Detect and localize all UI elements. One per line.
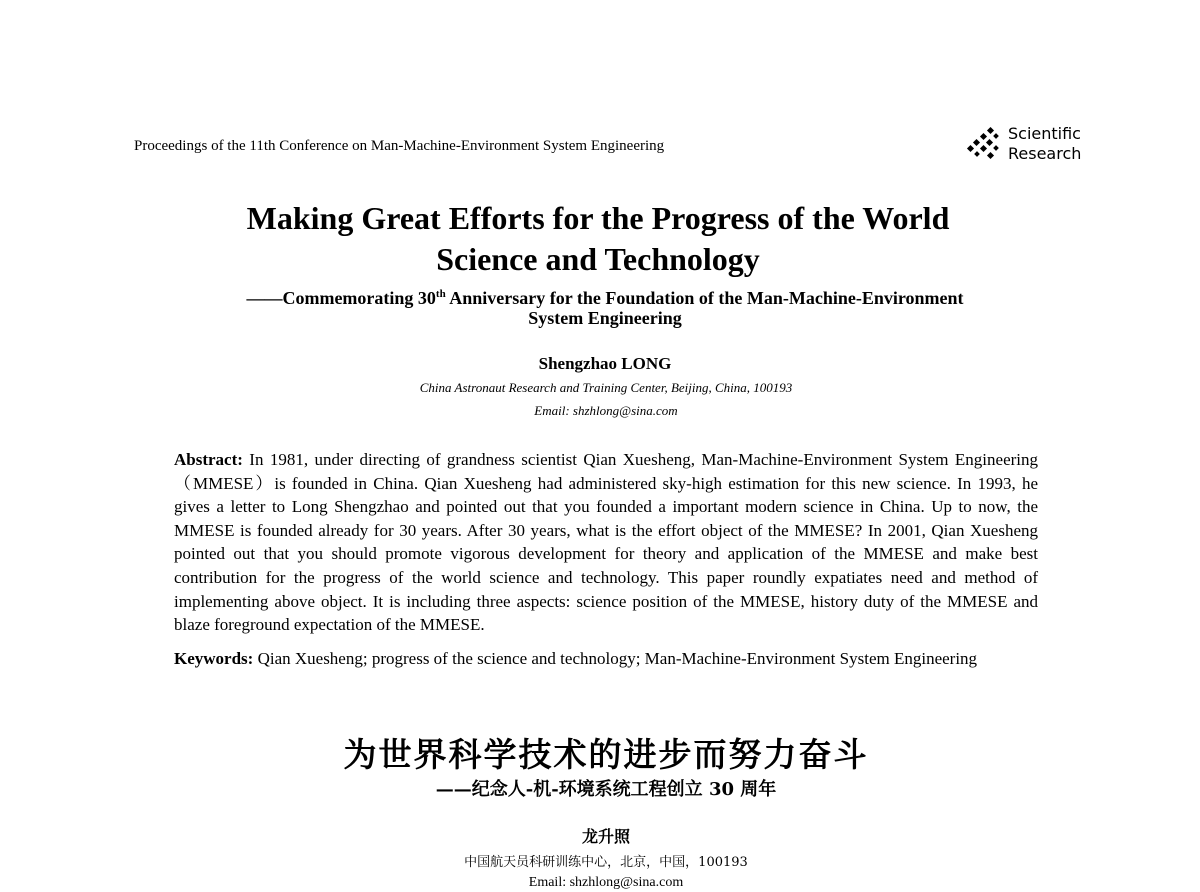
- abstract-label: Abstract:: [174, 450, 243, 469]
- keywords: [174, 647, 1038, 671]
- chinese-title: 为世界科学技术的进步而努力奋斗: [343, 735, 869, 774]
- subtitle-rest: Anniversary for the Foundation of the Man-Machine-Environment: [445, 288, 964, 308]
- subtitle-prefix: ——Commemorating 30: [246, 288, 436, 308]
- abstract-text: In 1981, under directing of grandness scientist Qian Xuesheng, Man-Machine-Environment System Engineering（MMESE）is founded in China. Qian Xuesheng had administered sky-high estimation for this new science. In 1993, he gives a letter to Long Shengzhao and pointed out that you founded a important modern science in China. Up to now, the MMESE is founded already for 30 years. After 30 years, what is the effort object of the MMESE? In 2001, Qian Xuesheng pointed out that you should promote vigorous development for theory and application of the MMESE and make best contribution for the progress of the world science and technology. This paper roundly expatiates need and method of implementing above object. It is including three aspects: science position of the MMESE, history duty of the MMESE and blaze foreground expectation of the MMESE.: [174, 450, 1038, 635]
- author-name: Shengzhao LONG: [538, 354, 672, 373]
- author-affiliation: China Astronaut Research and Training Center, Beijing, China, 100193: [419, 380, 793, 395]
- abstract: [174, 448, 1038, 637]
- subtitle-superscript: th: [435, 288, 446, 300]
- keywords-label: Keywords:: [174, 649, 254, 668]
- logo-text: [1008, 124, 1081, 164]
- chinese-affiliation: 中国航天员科研训练中心，北京，中国，100193: [464, 855, 748, 870]
- chinese-subtitle: ——纪念人-机-环境系统工程创立 30 周年: [435, 779, 777, 800]
- logo-line-2: Research: [1008, 144, 1082, 163]
- diamond-dots-icon: [966, 126, 1004, 162]
- logo-line-1: Scientific: [1008, 124, 1081, 143]
- author-email: Email: shzhlong@sina.com: [534, 403, 678, 418]
- paper-title-line-1: Making Great Efforts for the Progress of the World: [246, 200, 950, 236]
- keywords-text: Qian Xuesheng; progress of the science and technology; Man-Machine-Environment System Engineering: [253, 649, 978, 668]
- scientific-research-logo: [966, 124, 1081, 164]
- chinese-author: 龙升照: [581, 827, 630, 846]
- proceedings-header: Proceedings of the 11th Conference on Man-Machine-Environment System Engineering: [134, 138, 665, 154]
- paper-title-line-2: Science and Technology: [436, 241, 760, 277]
- paper-subtitle-line-2: System Engineering: [528, 308, 682, 328]
- chinese-email: Email: shzhlong@sina.com: [528, 875, 684, 890]
